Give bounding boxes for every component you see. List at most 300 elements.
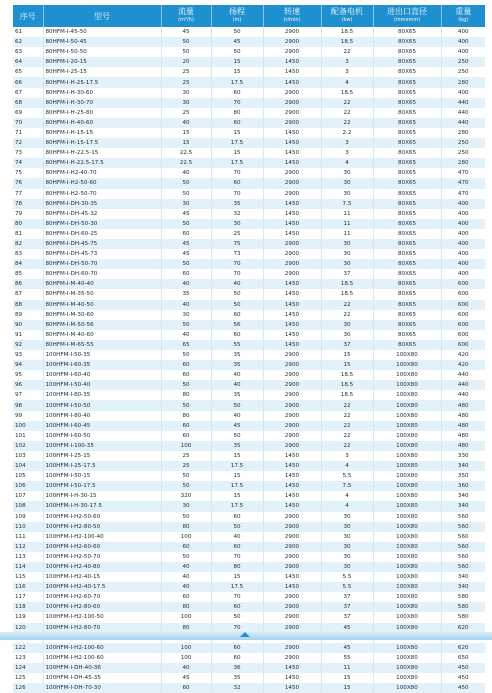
cell-motor: 37 <box>321 602 373 612</box>
cell-motor: 22 <box>321 300 373 310</box>
table-row <box>13 461 485 471</box>
table-row <box>13 340 485 350</box>
cell-weight: 350 <box>441 471 485 481</box>
cell-head: 50 <box>211 612 263 622</box>
cell-diameter: 100X80 <box>373 623 441 633</box>
cell-diameter: 80X65 <box>373 138 441 148</box>
cell-speed: 2900 <box>263 612 321 622</box>
cell-speed: 1450 <box>263 300 321 310</box>
cell-speed: 1450 <box>263 67 321 77</box>
table-row <box>13 350 485 360</box>
header-unit: (kg) <box>458 17 469 23</box>
cell-no: 72 <box>13 138 43 148</box>
cell-no: 86 <box>13 279 43 289</box>
cell-flow: 50 <box>161 189 211 199</box>
cell-flow: 320 <box>161 491 211 501</box>
cell-head: 15 <box>211 572 263 582</box>
cell-model: 80HFM-I-M-40-40 <box>43 279 161 289</box>
cell-model: 80HFM-I-DH-30-35 <box>43 199 161 209</box>
cell-motor: 30 <box>321 259 373 269</box>
cell-speed: 2900 <box>263 643 321 653</box>
cell-motor: 7.5 <box>321 199 373 209</box>
cell-model: 100HFM-I-25-15 <box>43 451 161 461</box>
col-header-speed <box>263 5 321 27</box>
header-unit: (mmxmm) <box>393 17 421 23</box>
cell-no: 114 <box>13 562 43 572</box>
cell-diameter: 80X65 <box>373 229 441 239</box>
cell-diameter: 80X65 <box>373 108 441 118</box>
cell-speed: 1450 <box>263 501 321 511</box>
cell-weight: 560 <box>441 542 485 552</box>
cell-weight: 580 <box>441 612 485 622</box>
table-row <box>13 189 485 199</box>
cell-model: 80HFM-I-20-15 <box>43 57 161 67</box>
cell-head: 70 <box>211 189 263 199</box>
cell-weight: 400 <box>441 88 485 98</box>
cell-no: 115 <box>13 572 43 582</box>
cell-motor: 22 <box>321 400 373 410</box>
cell-head: 80 <box>211 108 263 118</box>
cell-no: 83 <box>13 249 43 259</box>
cell-head: 45 <box>211 37 263 47</box>
cell-flow: 40 <box>161 562 211 572</box>
cell-motor: 30 <box>321 189 373 199</box>
cell-head: 70 <box>211 592 263 602</box>
cell-flow: 60 <box>161 683 211 693</box>
cell-diameter: 100X80 <box>373 491 441 501</box>
cell-no: 107 <box>13 491 43 501</box>
cell-head: 50 <box>211 400 263 410</box>
cell-speed: 1450 <box>263 330 321 340</box>
cell-head: 60 <box>211 310 263 320</box>
cell-model: 80HFM-I-H2-40-70 <box>43 168 161 178</box>
cell-weight: 400 <box>441 249 485 259</box>
cell-weight: 450 <box>441 663 485 673</box>
cell-flow: 50 <box>161 37 211 47</box>
cell-no: 90 <box>13 320 43 330</box>
table-row <box>13 582 485 592</box>
cell-no: 110 <box>13 522 43 532</box>
cell-model: 80HFM-I-DH-50-70 <box>43 259 161 269</box>
cell-no: 98 <box>13 400 43 410</box>
cell-head: 55 <box>211 340 263 350</box>
cell-weight: 450 <box>441 683 485 693</box>
cell-flow: 80 <box>161 522 211 532</box>
cell-diameter: 80X65 <box>373 279 441 289</box>
cell-head: 15 <box>211 128 263 138</box>
cell-speed: 1450 <box>263 229 321 239</box>
cell-speed: 2900 <box>263 88 321 98</box>
col-header-flow <box>161 5 211 27</box>
cell-model: 100HFM-I-H2-80-70 <box>43 623 161 633</box>
cell-speed: 2900 <box>263 27 321 37</box>
cell-weight: 480 <box>441 400 485 410</box>
cell-weight: 420 <box>441 360 485 370</box>
cell-head: 60 <box>211 653 263 663</box>
cell-motor: 30 <box>321 330 373 340</box>
cell-weight: 450 <box>441 673 485 683</box>
cell-speed: 2900 <box>263 592 321 602</box>
cell-diameter: 100X80 <box>373 400 441 410</box>
cell-weight: 400 <box>441 219 485 229</box>
cell-head: 15 <box>211 451 263 461</box>
cell-model: 100HFM-I-H2-100-60 <box>43 653 161 663</box>
cell-flow: 50 <box>161 400 211 410</box>
table-row <box>13 310 485 320</box>
cell-motor: 45 <box>321 643 373 653</box>
table-row <box>13 168 485 178</box>
cell-weight: 420 <box>441 350 485 360</box>
cell-diameter: 100X80 <box>373 471 441 481</box>
cell-flow: 25 <box>161 461 211 471</box>
cell-model: 100HFM-I-80-35 <box>43 390 161 400</box>
cell-diameter: 80X65 <box>373 88 441 98</box>
header-unit: (r/min) <box>283 17 301 23</box>
cell-no: 68 <box>13 98 43 108</box>
table-row <box>13 512 485 522</box>
cell-speed: 1450 <box>263 57 321 67</box>
cell-model: 100HFM-I-60-40 <box>43 370 161 380</box>
cell-head: 17.5 <box>211 582 263 592</box>
cell-no: 95 <box>13 370 43 380</box>
cell-weight: 480 <box>441 411 485 421</box>
cell-flow: 50 <box>161 380 211 390</box>
cell-no: 103 <box>13 451 43 461</box>
table-row <box>13 592 485 602</box>
cell-speed: 2900 <box>263 178 321 188</box>
cell-head: 60 <box>211 88 263 98</box>
cell-head: 17.5 <box>211 501 263 511</box>
cell-speed: 2900 <box>263 189 321 199</box>
cell-weight: 400 <box>441 37 485 47</box>
table-row <box>13 683 485 693</box>
cell-flow: 45 <box>161 27 211 37</box>
cell-flow: 100 <box>161 441 211 451</box>
cell-motor: 2.2 <box>321 128 373 138</box>
cell-weight: 250 <box>441 57 485 67</box>
table-row <box>13 300 485 310</box>
cell-model: 100HFM-I-60-45 <box>43 421 161 431</box>
cell-no: 88 <box>13 300 43 310</box>
cell-diameter: 80X65 <box>373 67 441 77</box>
cell-model: 100HFM-I-H2-60-70 <box>43 592 161 602</box>
cell-weight: 250 <box>441 148 485 158</box>
header-unit: (kw) <box>341 17 353 23</box>
cell-speed: 1450 <box>263 663 321 673</box>
cell-no: 82 <box>13 239 43 249</box>
cell-head: 15 <box>211 67 263 77</box>
cell-head: 35 <box>211 390 263 400</box>
cell-model: 100HFM-I-DH-70-30 <box>43 683 161 693</box>
cell-head: 35 <box>211 199 263 209</box>
table-row <box>13 421 485 431</box>
cell-no: 84 <box>13 259 43 269</box>
cell-speed: 1450 <box>263 471 321 481</box>
cell-speed: 2900 <box>263 411 321 421</box>
cell-weight: 330 <box>441 451 485 461</box>
table-row <box>13 289 485 299</box>
cell-diameter: 80X65 <box>373 259 441 269</box>
col-header-no <box>13 5 43 27</box>
cell-no: 105 <box>13 471 43 481</box>
cell-motor: 3 <box>321 138 373 148</box>
cell-no: 89 <box>13 310 43 320</box>
cell-motor: 18.5 <box>321 390 373 400</box>
cell-flow: 15 <box>161 128 211 138</box>
cell-model: 100HFM-I-H2-50-60 <box>43 512 161 522</box>
cell-weight: 440 <box>441 108 485 118</box>
cell-no: 79 <box>13 209 43 219</box>
cell-speed: 1450 <box>263 158 321 168</box>
cell-flow: 45 <box>161 209 211 219</box>
cell-motor: 18.5 <box>321 37 373 47</box>
table-row <box>13 612 485 622</box>
cell-no: 104 <box>13 461 43 471</box>
cell-no: 108 <box>13 501 43 511</box>
cell-motor: 30 <box>321 178 373 188</box>
cell-diameter: 80X65 <box>373 57 441 67</box>
cell-diameter: 80X65 <box>373 37 441 47</box>
cell-motor: 18.5 <box>321 370 373 380</box>
cell-diameter: 80X65 <box>373 27 441 37</box>
cell-flow: 45 <box>161 239 211 249</box>
table-row <box>13 643 485 653</box>
cell-model: 80HFM-I-H-30-60 <box>43 88 161 98</box>
table-row <box>13 562 485 572</box>
cell-head: 17.5 <box>211 461 263 471</box>
cell-head: 50 <box>211 289 263 299</box>
cell-head: 15 <box>211 491 263 501</box>
cell-weight: 470 <box>441 178 485 188</box>
cell-motor: 15 <box>321 350 373 360</box>
table-header <box>13 5 485 27</box>
cell-diameter: 100X80 <box>373 360 441 370</box>
table-row <box>13 108 485 118</box>
cell-no: 99 <box>13 411 43 421</box>
cell-speed: 2900 <box>263 532 321 542</box>
cell-weight: 400 <box>441 199 485 209</box>
cell-model: 100HFM-I-80-40 <box>43 411 161 421</box>
cell-no: 91 <box>13 330 43 340</box>
cell-flow: 50 <box>161 47 211 57</box>
cell-motor: 22 <box>321 441 373 451</box>
cell-diameter: 100X80 <box>373 653 441 663</box>
cell-speed: 2900 <box>263 259 321 269</box>
cell-model: 80HFM-I-H-22.5-15 <box>43 148 161 158</box>
cell-flow: 25 <box>161 77 211 87</box>
cell-weight: 250 <box>441 67 485 77</box>
cell-diameter: 80X65 <box>373 239 441 249</box>
cell-no: 125 <box>13 673 43 683</box>
cell-motor: 45 <box>321 623 373 633</box>
cell-motor: 5.5 <box>321 582 373 592</box>
header-label: 流量 <box>178 7 194 16</box>
cell-flow: 50 <box>161 350 211 360</box>
cell-diameter: 100X80 <box>373 501 441 511</box>
cell-diameter: 80X65 <box>373 219 441 229</box>
cell-diameter: 100X80 <box>373 350 441 360</box>
cell-speed: 2900 <box>263 239 321 249</box>
table-row <box>13 199 485 209</box>
cell-diameter: 100X80 <box>373 673 441 683</box>
cell-model: 80HFM-I-50-50 <box>43 47 161 57</box>
table-row <box>13 572 485 582</box>
cell-head: 80 <box>211 562 263 572</box>
cell-weight: 280 <box>441 77 485 87</box>
header-label: 进出口直径 <box>387 7 427 16</box>
table-row <box>13 47 485 57</box>
table-row <box>13 602 485 612</box>
cell-head: 35 <box>211 673 263 683</box>
cell-no: 77 <box>13 189 43 199</box>
cell-motor: 4 <box>321 501 373 511</box>
cell-head: 40 <box>211 279 263 289</box>
cell-model: 100HFM-I-60-50 <box>43 431 161 441</box>
cell-diameter: 100X80 <box>373 592 441 602</box>
cell-head: 60 <box>211 330 263 340</box>
cell-weight: 560 <box>441 522 485 532</box>
cell-diameter: 80X65 <box>373 199 441 209</box>
cell-diameter: 80X65 <box>373 289 441 299</box>
cell-diameter: 80X65 <box>373 128 441 138</box>
cell-speed: 1450 <box>263 683 321 693</box>
cell-diameter: 80X65 <box>373 77 441 87</box>
cell-weight: 470 <box>441 189 485 199</box>
cell-model: 80HFM-I-M-35-50 <box>43 289 161 299</box>
cell-model: 100HFM-I-H-30-17.5 <box>43 501 161 511</box>
cell-flow: 40 <box>161 582 211 592</box>
cell-speed: 2900 <box>263 118 321 128</box>
cell-speed: 1450 <box>263 148 321 158</box>
cell-diameter: 100X80 <box>373 370 441 380</box>
cell-no: 122 <box>13 643 43 653</box>
table-row <box>13 249 485 259</box>
cell-speed: 1450 <box>263 340 321 350</box>
cell-head: 60 <box>211 643 263 653</box>
cell-motor: 4 <box>321 491 373 501</box>
cell-motor: 22 <box>321 421 373 431</box>
cell-weight: 400 <box>441 259 485 269</box>
cell-model: 80HFM-I-H-15-17.5 <box>43 138 161 148</box>
cell-weight: 440 <box>441 98 485 108</box>
cell-diameter: 100X80 <box>373 582 441 592</box>
cell-weight: 600 <box>441 300 485 310</box>
cell-motor: 18.5 <box>321 289 373 299</box>
header-row <box>13 5 485 27</box>
cell-speed: 2900 <box>263 249 321 259</box>
cell-weight: 340 <box>441 501 485 511</box>
table-row <box>13 158 485 168</box>
cell-motor: 4 <box>321 77 373 87</box>
cell-no: 102 <box>13 441 43 451</box>
cell-model: 100HFM-I-H2-50-70 <box>43 552 161 562</box>
cell-diameter: 100X80 <box>373 643 441 653</box>
table-row <box>13 653 485 663</box>
cell-model: 100HFM-I-DH-40-36 <box>43 663 161 673</box>
cell-flow: 80 <box>161 390 211 400</box>
cell-speed: 1450 <box>263 320 321 330</box>
cell-motor: 7.5 <box>321 481 373 491</box>
cell-weight: 560 <box>441 562 485 572</box>
table-row <box>13 532 485 542</box>
cell-weight: 600 <box>441 340 485 350</box>
cell-weight: 400 <box>441 27 485 37</box>
cell-weight: 400 <box>441 209 485 219</box>
col-header-diameter <box>373 5 441 27</box>
cell-motor: 15 <box>321 673 373 683</box>
cell-diameter: 100X80 <box>373 562 441 572</box>
cell-speed: 2900 <box>263 653 321 663</box>
cell-no: 74 <box>13 158 43 168</box>
cell-diameter: 80X65 <box>373 209 441 219</box>
cell-diameter: 80X65 <box>373 189 441 199</box>
cell-diameter: 80X65 <box>373 249 441 259</box>
cell-speed: 2900 <box>263 370 321 380</box>
cell-flow: 30 <box>161 501 211 511</box>
cell-speed: 2900 <box>263 512 321 522</box>
cell-weight: 400 <box>441 269 485 279</box>
table-row <box>13 542 485 552</box>
cell-flow: 20 <box>161 57 211 67</box>
table-row <box>13 663 485 673</box>
cell-flow: 40 <box>161 663 211 673</box>
cell-motor: 15 <box>321 683 373 693</box>
cell-flow: 60 <box>161 360 211 370</box>
table-row <box>13 259 485 269</box>
cell-flow: 30 <box>161 310 211 320</box>
cell-model: 80HFM-I-M-65-55 <box>43 340 161 350</box>
cell-diameter: 100X80 <box>373 380 441 390</box>
cell-model: 100HFM-I-H2-40-15 <box>43 572 161 582</box>
cell-speed: 2900 <box>263 269 321 279</box>
cell-diameter: 100X80 <box>373 683 441 693</box>
cell-diameter: 80X65 <box>373 330 441 340</box>
cell-motor: 30 <box>321 542 373 552</box>
cell-no: 111 <box>13 532 43 542</box>
cell-head: 40 <box>211 380 263 390</box>
cell-no: 96 <box>13 380 43 390</box>
cell-motor: 18.5 <box>321 27 373 37</box>
header-label: 扬程 <box>229 7 245 16</box>
table-row <box>13 178 485 188</box>
cell-model: 100HFM-I-50-35 <box>43 350 161 360</box>
table-row <box>13 138 485 148</box>
cell-speed: 1450 <box>263 310 321 320</box>
cell-motor: 18.5 <box>321 380 373 390</box>
cell-diameter: 80X65 <box>373 98 441 108</box>
cell-motor: 22 <box>321 118 373 128</box>
cell-motor: 11 <box>321 663 373 673</box>
table-row <box>13 451 485 461</box>
cell-diameter: 100X80 <box>373 461 441 471</box>
cell-motor: 3 <box>321 148 373 158</box>
cell-model: 80HFM-I-DH-60-70 <box>43 269 161 279</box>
header-label: 序号 <box>19 11 36 21</box>
cell-flow: 50 <box>161 259 211 269</box>
cell-weight: 600 <box>441 310 485 320</box>
header-unit: (m³/h) <box>178 17 194 23</box>
table-row <box>13 118 485 128</box>
table-row <box>13 552 485 562</box>
cell-flow: 40 <box>161 300 211 310</box>
cell-flow: 80 <box>161 411 211 421</box>
cell-flow: 100 <box>161 532 211 542</box>
cell-head: 32 <box>211 209 263 219</box>
cell-weight: 280 <box>441 128 485 138</box>
cell-model: 100HFM-I-H2-40-80 <box>43 562 161 572</box>
cell-no: 67 <box>13 88 43 98</box>
cell-diameter: 100X80 <box>373 552 441 562</box>
